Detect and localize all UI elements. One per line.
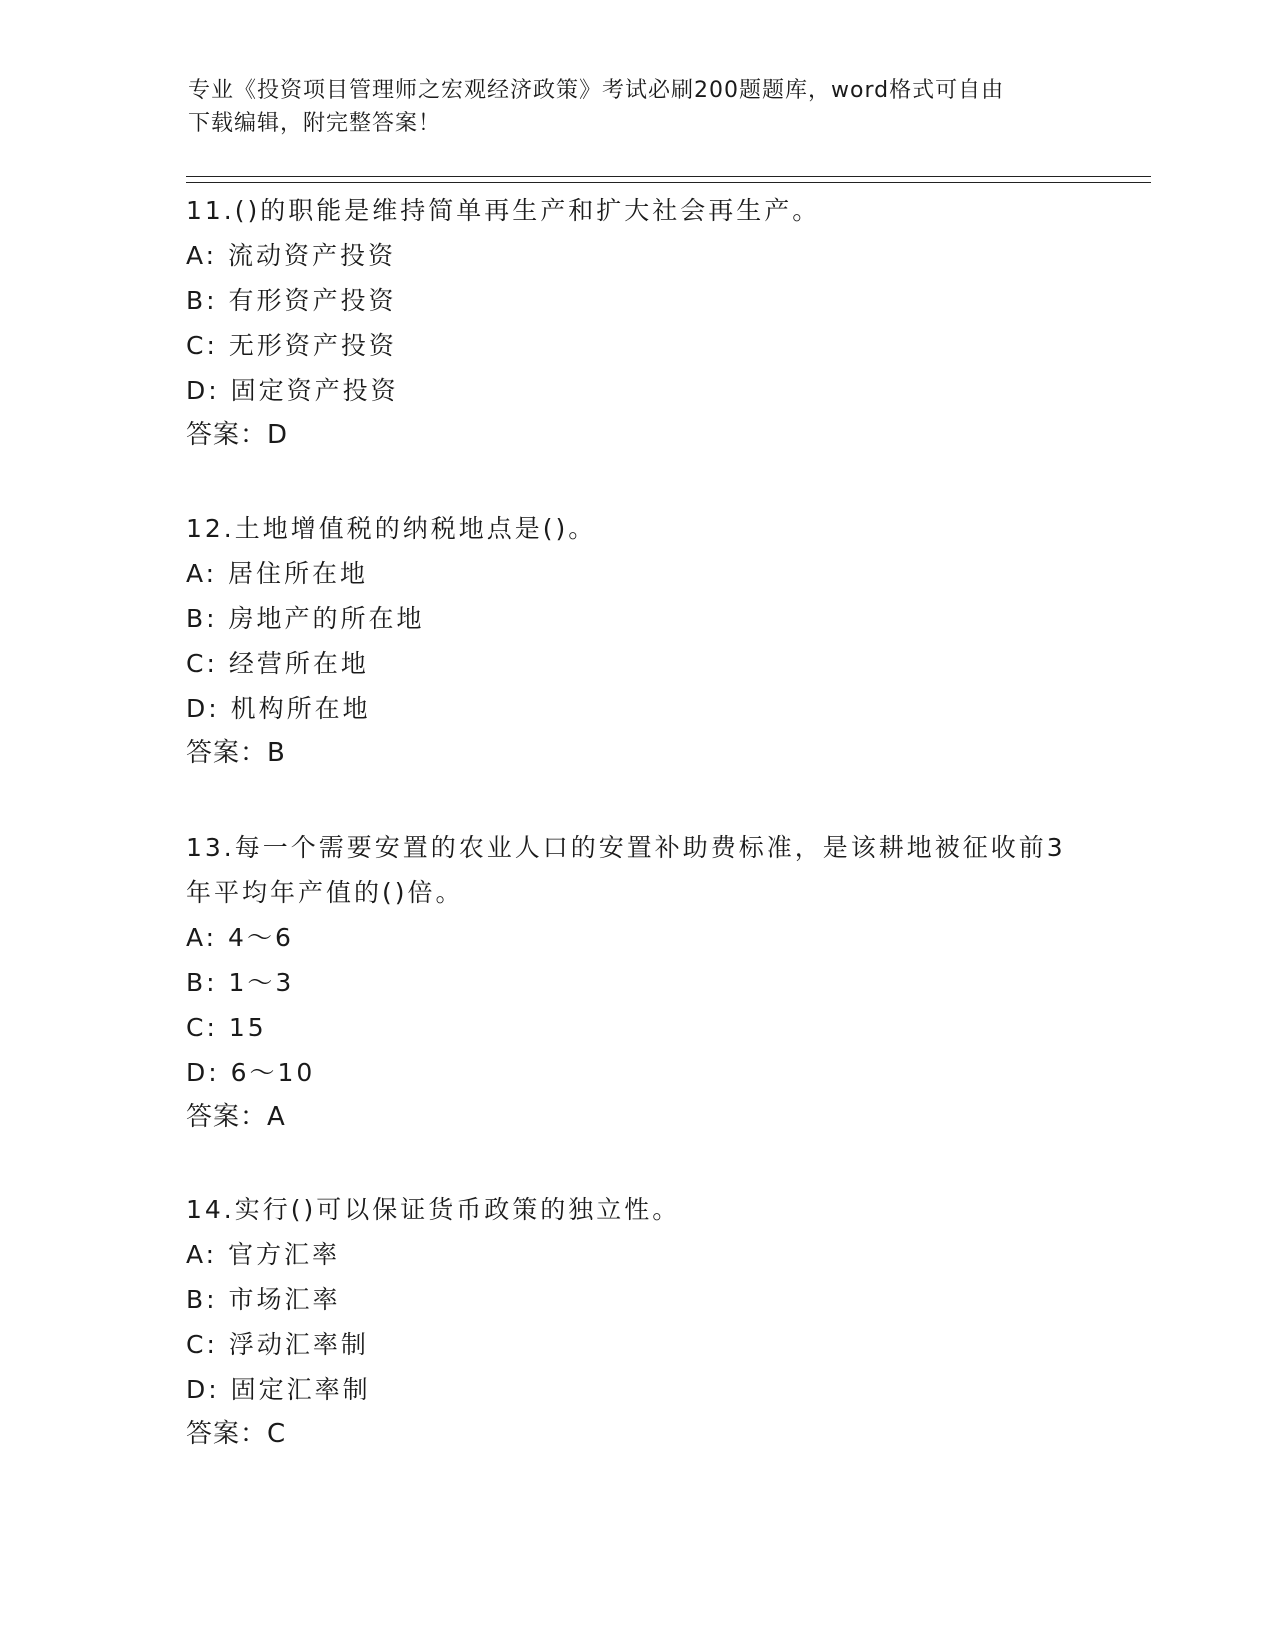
- option-b: B: 房地产的所在地: [186, 604, 425, 633]
- question-block: [186, 188, 1086, 458]
- document-intro: [188, 74, 1088, 140]
- answer-line: 答案：C: [186, 1419, 287, 1449]
- option-b: B: 有形资产投资: [186, 286, 397, 315]
- question-block: [186, 825, 1086, 1140]
- option-c: C: 无形资产投资: [186, 331, 397, 360]
- option-c: C: 浮动汇率制: [186, 1330, 369, 1359]
- question-block: [186, 1187, 1086, 1457]
- intro-line-2: 下载编辑，附完整答案！: [188, 111, 442, 136]
- option-a: A: 4～6: [186, 923, 294, 952]
- answer-line: 答案：A: [186, 1102, 286, 1132]
- question-stem: 12.土地增值税的纳税地点是()。: [186, 514, 597, 543]
- answer-line: 答案：D: [186, 420, 289, 450]
- option-a: A: 居住所在地: [186, 559, 369, 588]
- question-stem: 14.实行()可以保证货币政策的独立性。: [186, 1195, 681, 1224]
- header-divider-bottom: [186, 182, 1151, 183]
- option-c: C: 15: [186, 1013, 267, 1042]
- option-d: D: 固定资产投资: [186, 376, 399, 405]
- question-stem: 13.每一个需要安置的农业人口的安置补助费标准，是该耕地被征收前3年平均年产值的()倍。: [186, 833, 1066, 907]
- question-block: [186, 506, 1086, 776]
- question-stem: 11.()的职能是维持简单再生产和扩大社会再生产。: [186, 196, 821, 225]
- option-b: B: 1～3: [186, 968, 295, 997]
- option-b: B: 市场汇率: [186, 1285, 341, 1314]
- answer-line: 答案：B: [186, 738, 286, 768]
- option-c: C: 经营所在地: [186, 649, 369, 678]
- option-d: D: 固定汇率制: [186, 1375, 371, 1404]
- option-d: D: 机构所在地: [186, 694, 371, 723]
- intro-line-1: 专业《投资项目管理师之宏观经济政策》考试必刷200题题库，word格式可自由: [188, 78, 1005, 103]
- option-d: D: 6～10: [186, 1058, 316, 1087]
- option-a: A: 流动资产投资: [186, 241, 397, 270]
- option-a: A: 官方汇率: [186, 1240, 341, 1269]
- header-divider-top: [186, 176, 1151, 177]
